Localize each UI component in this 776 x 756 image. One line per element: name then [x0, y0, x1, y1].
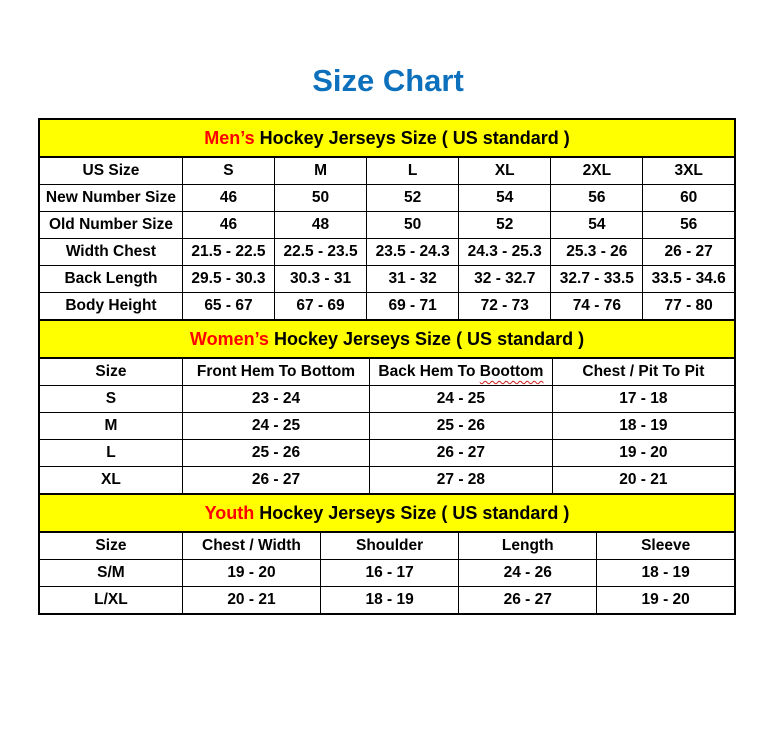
cell-value: 27 - 28: [370, 467, 553, 495]
cell-value: 52: [367, 185, 459, 212]
cell-value: 24 - 26: [459, 560, 597, 587]
cell-value: 52: [459, 212, 551, 239]
mens-row: [39, 239, 735, 266]
cell-value: 72 - 73: [459, 293, 551, 321]
cell-value: 16 - 17: [321, 560, 459, 587]
mens-banner-row: [39, 119, 735, 157]
cell-value: 25 - 26: [370, 413, 553, 440]
mens-size-table: [38, 118, 736, 321]
row-label: Body Height: [39, 293, 182, 321]
youth-header-row: [39, 532, 735, 560]
cell-value: 26 - 27: [643, 239, 735, 266]
cell-value: 33.5 - 34.6: [643, 266, 735, 293]
row-label: New Number Size: [39, 185, 182, 212]
cell-value: 19 - 20: [182, 560, 320, 587]
mens-column-header: S: [182, 157, 274, 185]
cell-value: 56: [643, 212, 735, 239]
cell-value: 26 - 27: [370, 440, 553, 467]
mens-row: [39, 293, 735, 321]
youth-column-header: Sleeve: [597, 532, 735, 560]
womens-column-header: Size: [39, 358, 182, 386]
womens-column-header: [370, 358, 553, 386]
cell-value: 20 - 21: [182, 587, 320, 615]
size-tables-container: [38, 118, 736, 615]
cell-value: 46: [182, 212, 274, 239]
cell-value: 18 - 19: [552, 413, 735, 440]
header-text: Back Hem To: [378, 363, 480, 380]
row-label: M: [39, 413, 182, 440]
cell-value: 32 - 32.7: [459, 266, 551, 293]
cell-value: 19 - 20: [597, 587, 735, 615]
womens-banner-row: [39, 320, 735, 358]
youth-row: [39, 560, 735, 587]
cell-value: 48: [275, 212, 367, 239]
mens-row: [39, 185, 735, 212]
womens-size-table: [38, 319, 736, 495]
banner-highlight: Women’s: [189, 328, 269, 349]
cell-value: 17 - 18: [552, 386, 735, 413]
womens-header-row: [39, 358, 735, 386]
cell-value: 67 - 69: [275, 293, 367, 321]
mens-row: [39, 266, 735, 293]
row-label: S/M: [39, 560, 182, 587]
cell-value: 54: [459, 185, 551, 212]
womens-row: [39, 440, 735, 467]
youth-size-table: [38, 493, 736, 615]
row-label: Old Number Size: [39, 212, 182, 239]
womens-section-banner: [39, 320, 735, 358]
mens-section-banner: [39, 119, 735, 157]
youth-column-header: Chest / Width: [182, 532, 320, 560]
mens-row: [39, 212, 735, 239]
cell-value: 23 - 24: [182, 386, 369, 413]
cell-value: 18 - 19: [597, 560, 735, 587]
youth-column-header: Size: [39, 532, 182, 560]
womens-row: [39, 467, 735, 495]
cell-value: 50: [367, 212, 459, 239]
cell-value: 26 - 27: [182, 467, 369, 495]
mens-column-header: M: [275, 157, 367, 185]
size-chart-page: [0, 64, 776, 615]
womens-row: [39, 413, 735, 440]
youth-column-header: Length: [459, 532, 597, 560]
cell-value: 21.5 - 22.5: [182, 239, 274, 266]
banner-highlight: Youth: [204, 502, 255, 523]
cell-value: 69 - 71: [367, 293, 459, 321]
womens-column-header: Front Hem To Bottom: [182, 358, 369, 386]
cell-value: 23.5 - 24.3: [367, 239, 459, 266]
mens-header-row: [39, 157, 735, 185]
cell-value: 54: [551, 212, 643, 239]
youth-section-banner: [39, 494, 735, 532]
page-title: Size Chart: [312, 63, 464, 98]
row-label: Back Length: [39, 266, 182, 293]
cell-value: 32.7 - 33.5: [551, 266, 643, 293]
cell-value: 31 - 32: [367, 266, 459, 293]
cell-value: 56: [551, 185, 643, 212]
cell-value: 60: [643, 185, 735, 212]
mens-column-header: US Size: [39, 157, 182, 185]
banner-text: Hockey Jerseys Size ( US standard ): [268, 328, 585, 349]
cell-value: 29.5 - 30.3: [182, 266, 274, 293]
row-label: S: [39, 386, 182, 413]
cell-value: 65 - 67: [182, 293, 274, 321]
banner-text: Hockey Jerseys Size ( US standard ): [254, 127, 570, 148]
mens-column-header: 3XL: [643, 157, 735, 185]
cell-value: 25 - 26: [182, 440, 369, 467]
womens-column-header: Chest / Pit To Pit: [552, 358, 735, 386]
row-label: Width Chest: [39, 239, 182, 266]
mens-column-header: 2XL: [551, 157, 643, 185]
banner-highlight: Men’s: [204, 127, 255, 148]
cell-value: 26 - 27: [459, 587, 597, 615]
row-label: XL: [39, 467, 182, 495]
youth-row: [39, 587, 735, 615]
row-label: L: [39, 440, 182, 467]
mens-column-header: L: [367, 157, 459, 185]
youth-column-header: Shoulder: [321, 532, 459, 560]
cell-value: 24.3 - 25.3: [459, 239, 551, 266]
cell-value: 19 - 20: [552, 440, 735, 467]
cell-value: 22.5 - 23.5: [275, 239, 367, 266]
mens-column-header: XL: [459, 157, 551, 185]
womens-row: [39, 386, 735, 413]
cell-value: 20 - 21: [552, 467, 735, 495]
cell-value: 25.3 - 26: [551, 239, 643, 266]
cell-value: 18 - 19: [321, 587, 459, 615]
cell-value: 24 - 25: [370, 386, 553, 413]
cell-value: 50: [275, 185, 367, 212]
cell-value: 74 - 76: [551, 293, 643, 321]
cell-value: 46: [182, 185, 274, 212]
banner-text: Hockey Jerseys Size ( US standard ): [254, 502, 570, 523]
cell-value: 30.3 - 31: [275, 266, 367, 293]
cell-value: 24 - 25: [182, 413, 369, 440]
row-label: L/XL: [39, 587, 182, 615]
youth-banner-row: [39, 494, 735, 532]
cell-value: 77 - 80: [643, 293, 735, 321]
misspelled-word: Boottom: [479, 363, 544, 380]
